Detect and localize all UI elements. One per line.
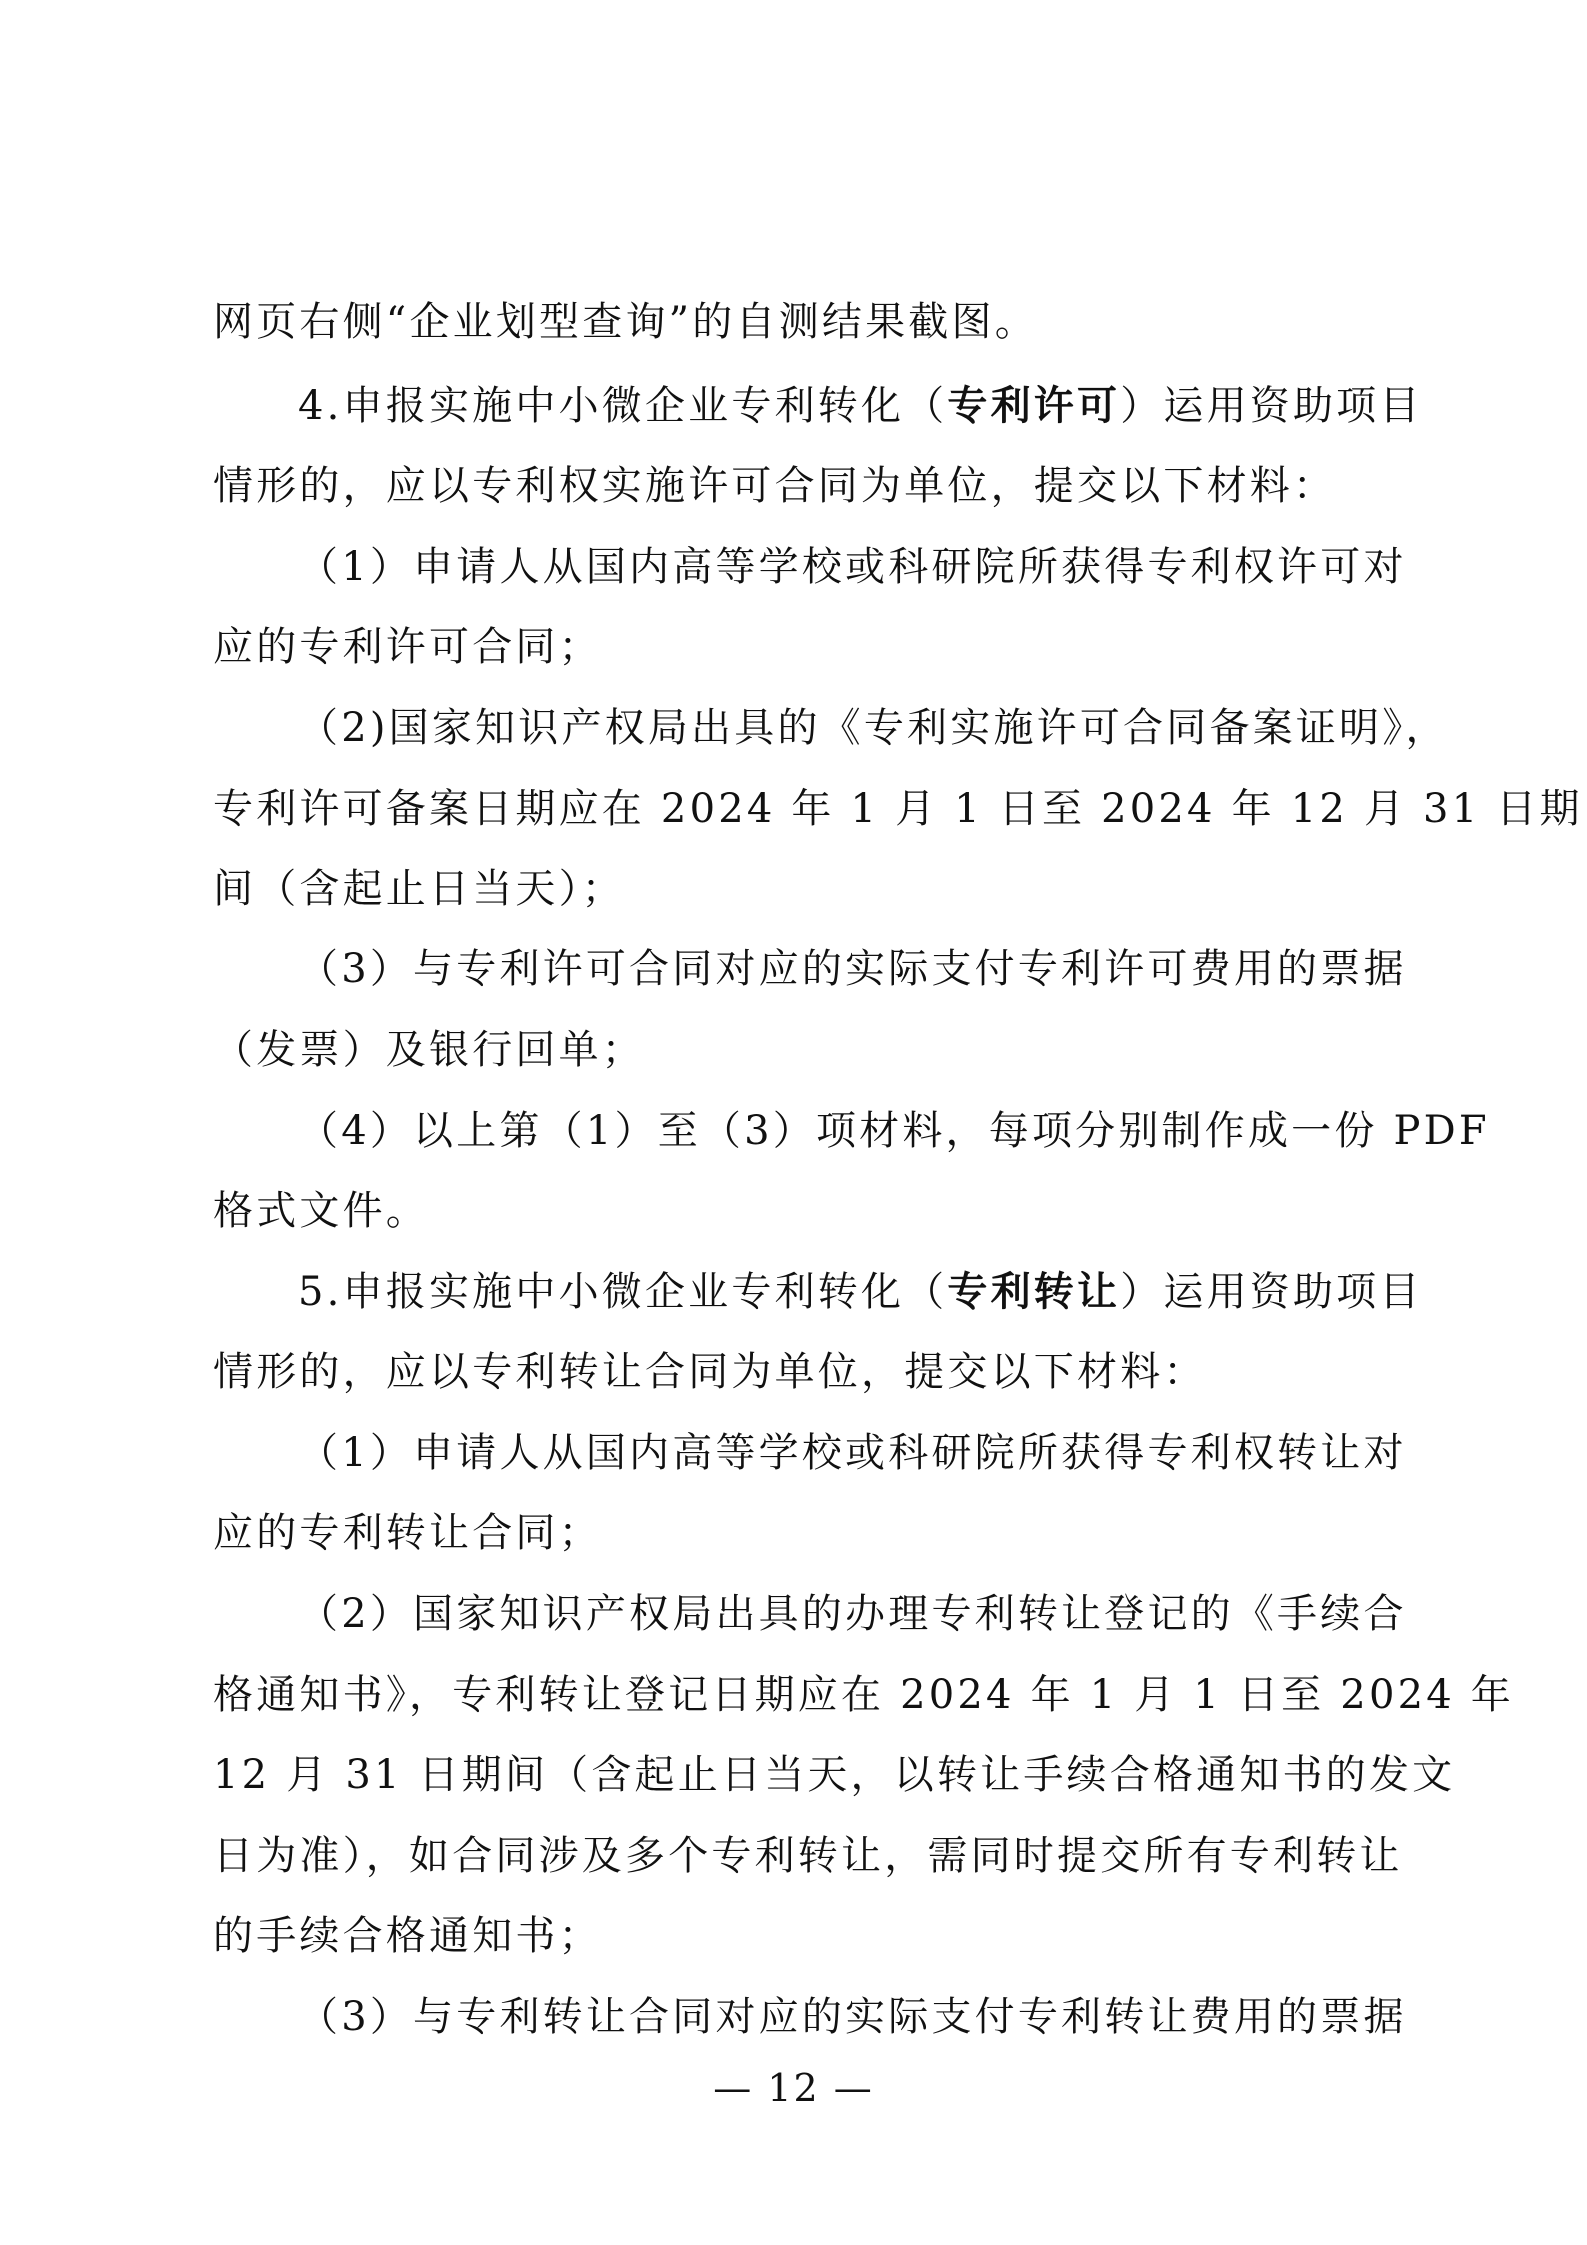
text-line: （发票）及银行回单； xyxy=(213,1027,645,1073)
list-item: （3）与专利转让合同对应的实际支付专利转让费用的票据 xyxy=(298,1994,1407,2040)
page-number: — 12 — xyxy=(713,2066,874,2110)
heading-suffix: ）运用资助项目 xyxy=(1120,383,1423,429)
text-line: 情形的，应以专利权实施许可合同为单位，提交以下材料： xyxy=(213,463,1337,509)
heading-suffix: ）运用资助项目 xyxy=(1120,1269,1423,1315)
list-item: （2)国家知识产权局出具的《专利实施许可合同备案证明》， xyxy=(298,705,1449,751)
text-line: 应的专利许可合同； xyxy=(213,624,602,670)
text-line: 12 月 31 日期间（含起止日当天，以转让手续合格通知书的发文 xyxy=(213,1752,1456,1798)
text-line: 专利许可备案日期应在 2024 年 1 月 1 日至 2024 年 12 月 31 日期 xyxy=(213,786,1583,832)
text-line: 情形的，应以专利转让合同为单位，提交以下材料： xyxy=(213,1349,1207,1395)
text-line: 网页右侧“企业划型查询”的自测结果截图。 xyxy=(213,299,1038,345)
text-line: 的手续合格通知书； xyxy=(213,1913,602,1959)
list-item: （1）申请人从国内高等学校或科研院所获得专利权转让对 xyxy=(298,1430,1407,1476)
section-heading xyxy=(298,1266,1423,1318)
heading-emphasis: 专利许可 xyxy=(947,382,1121,429)
text-line: 格式文件。 xyxy=(213,1188,429,1234)
list-item: （3）与专利许可合同对应的实际支付专利许可费用的票据 xyxy=(298,946,1407,992)
text-line: 间（含起止日当天）； xyxy=(213,866,625,912)
list-item: （2）国家知识产权局出具的办理专利转让登记的《手续合 xyxy=(298,1591,1407,1637)
text-line: 日为准），如合同涉及多个专利转让，需同时提交所有专利转让 xyxy=(213,1833,1403,1879)
section-heading xyxy=(298,380,1423,432)
list-item: （1）申请人从国内高等学校或科研院所获得专利权许可对 xyxy=(298,544,1407,590)
list-item: （4）以上第（1）至（3）项材料，每项分别制作成一份 PDF xyxy=(298,1108,1490,1154)
text-line: 应的专利转让合同； xyxy=(213,1510,602,1556)
heading-prefix: 4.申报实施中小微企业专利转化（ xyxy=(298,383,948,429)
text-line: 格通知书》，专利转让登记日期应在 2024 年 1 月 1 日至 2024 年 xyxy=(213,1672,1515,1718)
heading-emphasis: 专利转让 xyxy=(947,1268,1121,1315)
heading-prefix: 5.申报实施中小微企业专利转化（ xyxy=(298,1269,948,1315)
